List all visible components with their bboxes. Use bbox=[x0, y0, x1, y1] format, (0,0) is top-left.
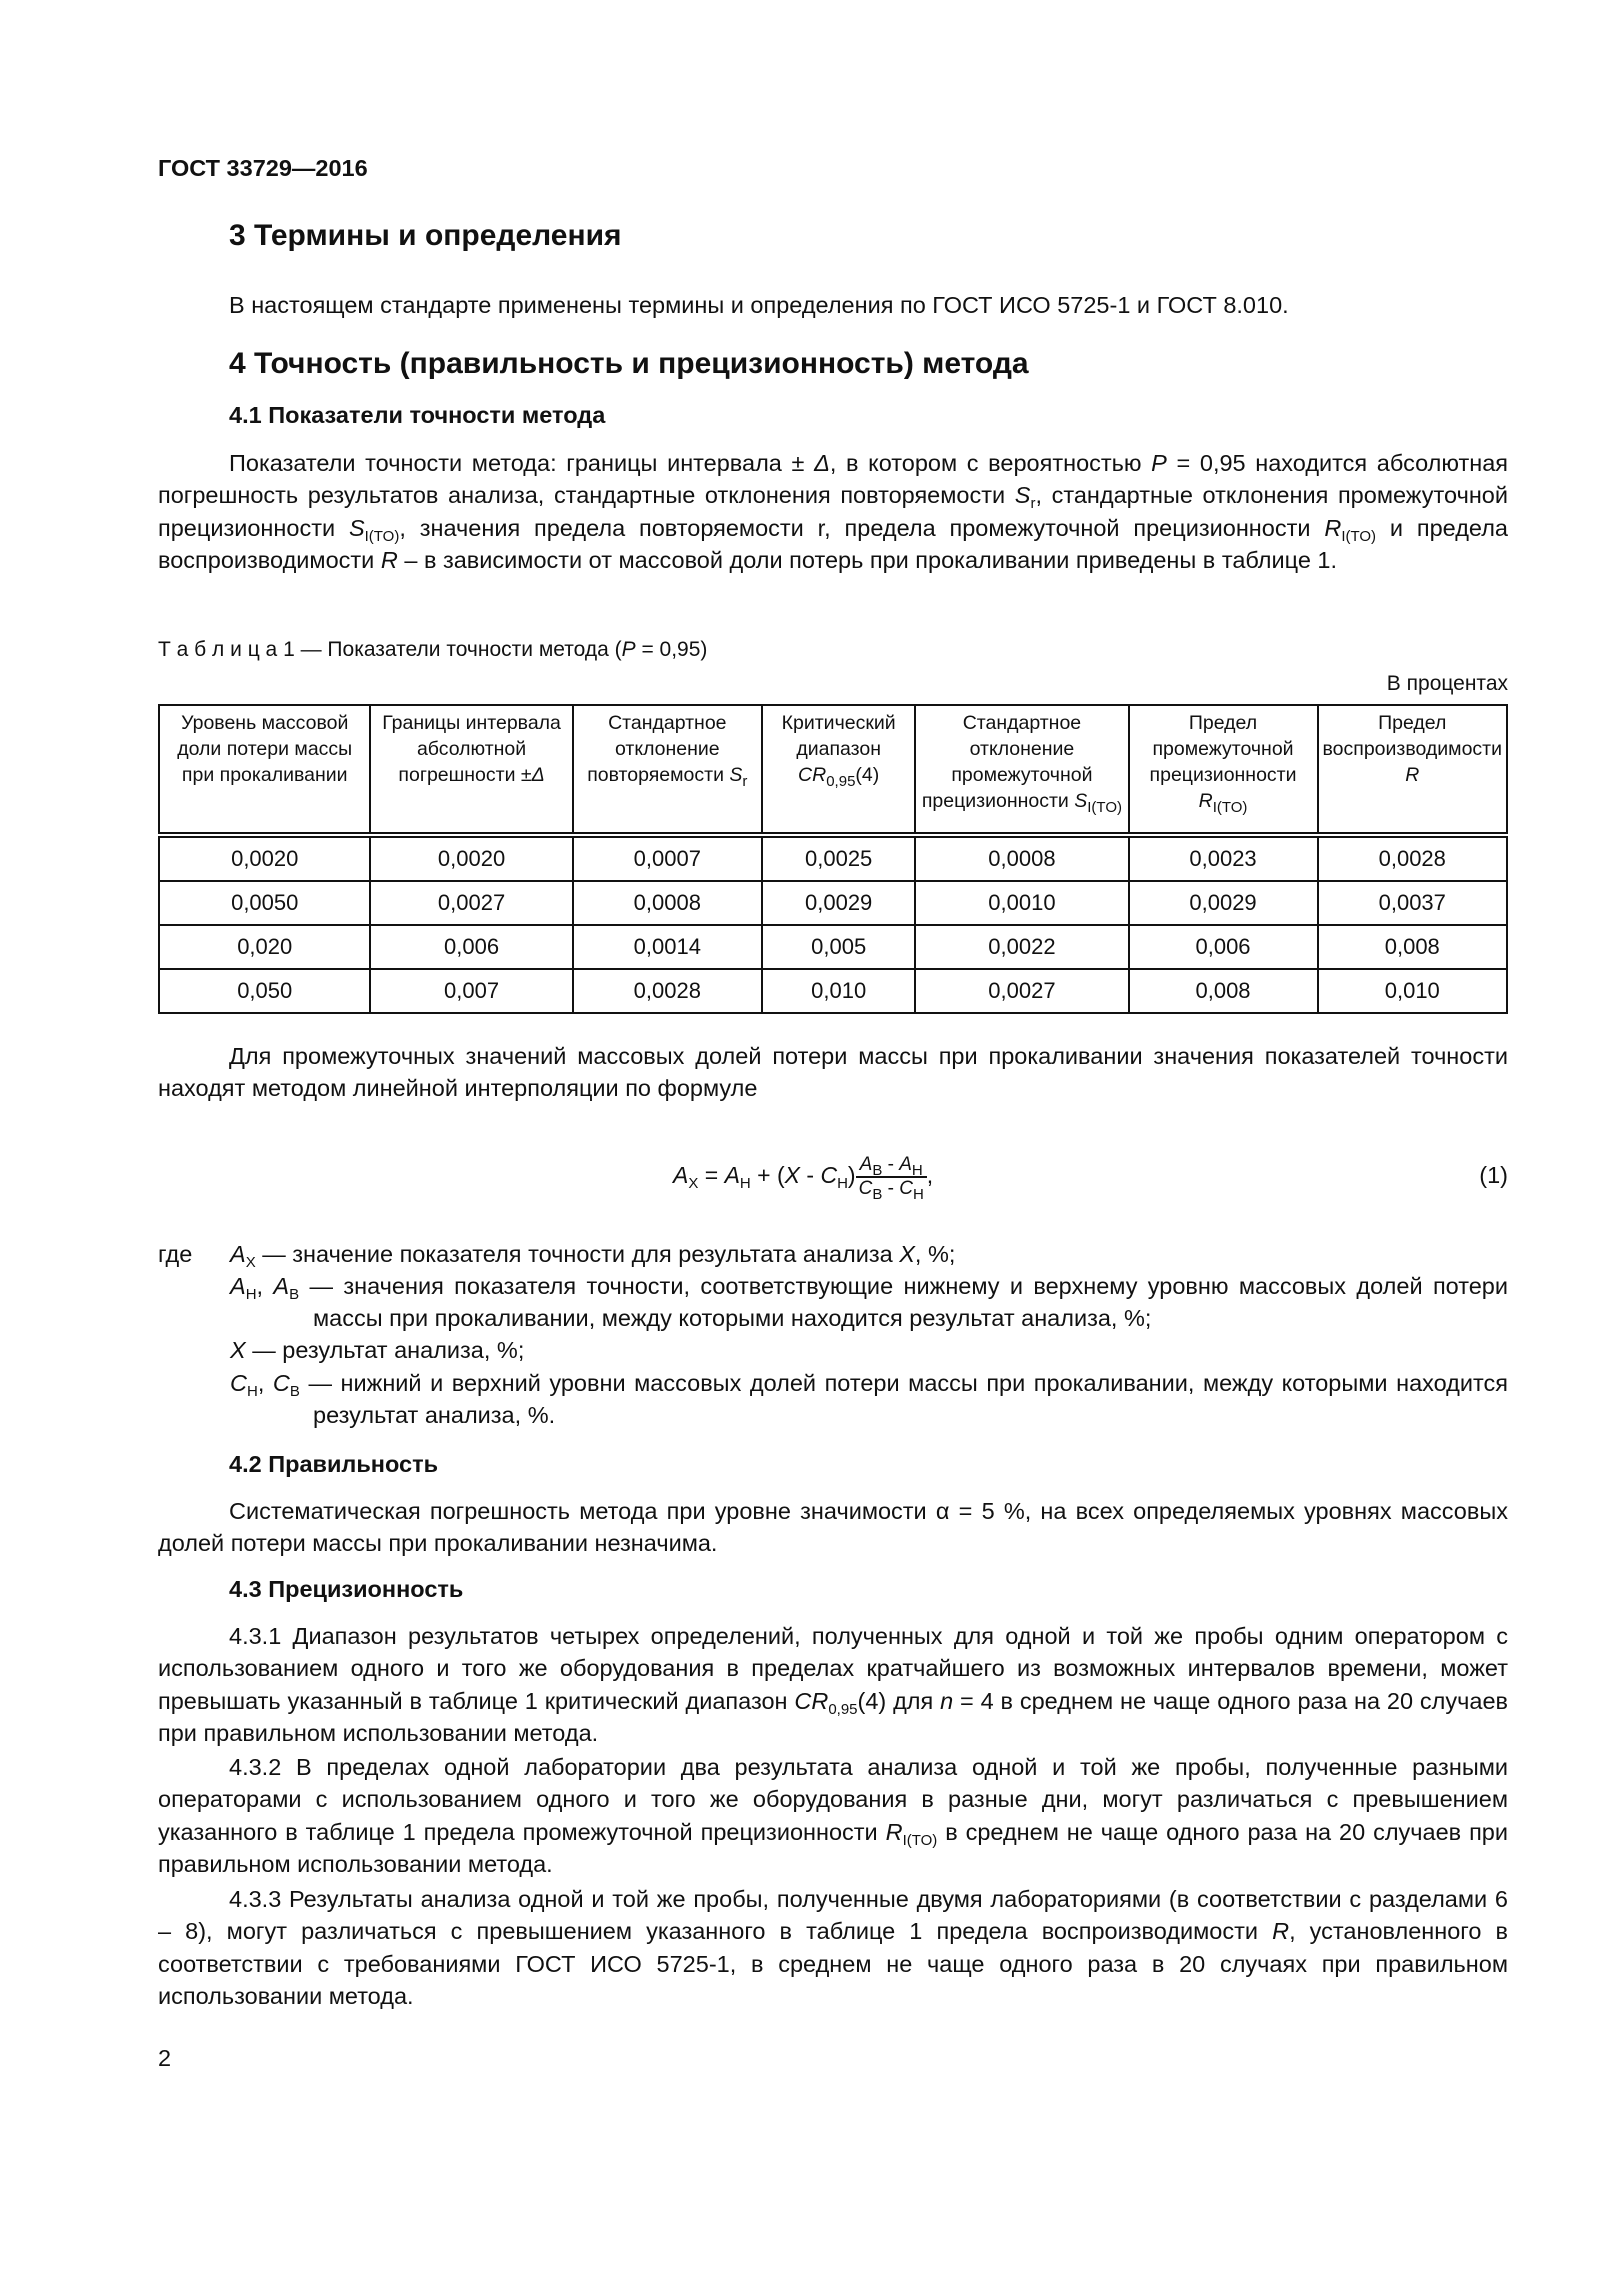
section-4-3-2-text: 4.3.2 В пределах одной лаборатории два результата анализа одной и той же пробы, полученные разными операторами с использованием одного и того же оборудования в разные дни, могут различаться с превышением указанного в таблице 1 предела промежуточной прецизионности $R_{I(TO)}$ в среднем не чаще одного раза на 20 случаев при правильном использовании метода. bbox=[158, 1754, 1508, 1877]
section-4-3-1-text: 4.3.1 Диапазон результатов четырех определений, полученных для одной и той же пробы одним оператором с использованием одного и того же оборудования в пределах кратчайшего из возможных интервалов времени, может превышать указанный в таблице 1 критический диапазон $CR_{0,95}(4)$ для n = 4 в среднем не чаще одного раза на 20 случаев при правильном использовании метода. bbox=[158, 1623, 1509, 1746]
table-row bbox=[159, 881, 1507, 925]
table-cell: 0,020 bbox=[159, 925, 370, 969]
equation-number: (1) bbox=[1479, 1162, 1508, 1188]
table-row bbox=[159, 835, 1507, 881]
table-cell: 0,0028 bbox=[1318, 835, 1507, 881]
table-units: В процентах bbox=[1386, 672, 1508, 695]
table-cell: 0,0008 bbox=[915, 835, 1128, 881]
col-header: Стандартное отклонение промежуточной прецизионности $S_{I(TO)}$ bbox=[915, 705, 1128, 835]
table-cell: 0,0027 bbox=[370, 881, 572, 925]
table-caption: Т а б л и ц а 1 — Показатели точности метода (P = 0,95) bbox=[158, 638, 708, 661]
table-cell: 0,006 bbox=[370, 925, 572, 969]
table-cell: 0,0028 bbox=[573, 969, 762, 1013]
table-cell: 0,008 bbox=[1318, 925, 1507, 969]
table-cell: 0,050 bbox=[159, 969, 370, 1013]
table-cell: 0,0023 bbox=[1129, 835, 1318, 881]
table-cell: 0,005 bbox=[762, 925, 915, 969]
formula-expression: $A_X = A_Н + (X - C_Н)$ $\frac{A_В - A_Н}{C_В - C_Н}$ , bbox=[673, 1153, 934, 1203]
table-row bbox=[159, 925, 1507, 969]
definition-ah-ab: $A_Н$, $A_В$ — значения показателя точности, соответствующие нижнему и верхнему уровню массовых долей потери массы при прокаливании, между которыми находится результат анализа, %; bbox=[230, 1273, 1508, 1332]
definition-ax: $A_X$ — значение показателя точности для результата анализа X, %; bbox=[230, 1241, 956, 1271]
col-header: Границы интервала абсолютной погрешности ±Δ bbox=[370, 705, 572, 835]
formula-fraction: $\frac{A_В - A_Н}{C_В - C_Н}$ bbox=[856, 1154, 927, 1200]
table-cell: 0,0050 bbox=[159, 881, 370, 925]
col-header: Критический диапазон $CR_{0,95}(4)$ bbox=[762, 705, 915, 835]
table-cell: 0,0020 bbox=[370, 835, 572, 881]
table-cell: 0,0037 bbox=[1318, 881, 1507, 925]
section-4-1-title: 4.1 Показатели точности метода bbox=[229, 402, 606, 428]
table-cell: 0,0014 bbox=[573, 925, 762, 969]
section-3-text: В настоящем стандарте применены термины и определения по ГОСТ ИСО 5725-1 и ГОСТ 8.010. bbox=[229, 292, 1289, 318]
formula-1 bbox=[158, 1140, 1508, 1210]
where-label: где bbox=[158, 1241, 193, 1267]
section-4-3-title: 4.3 Прецизионность bbox=[229, 1576, 464, 1602]
section-4-2-text: Систематическая погрешность метода при уровне значимости α = 5 %, на всех определяемых уровнях массовых долей потери массы при прокаливании незначима. bbox=[158, 1498, 1508, 1557]
page-number: 2 bbox=[158, 2045, 172, 2071]
accuracy-table bbox=[158, 704, 1508, 1014]
table-cell: 0,0007 bbox=[573, 835, 762, 881]
col-header: Предел воспроизводимости R bbox=[1318, 705, 1507, 835]
table-header-row bbox=[159, 705, 1507, 835]
section-4-2-title: 4.2 Правильность bbox=[229, 1451, 439, 1477]
section-4-1-text: Показатели точности метода: границы интервала ± Δ, в котором с вероятностью P = 0,95 находится абсолютная погрешность результатов анализа, стандартные отклонения повторяемости $S_r$, стандартные отклонения промежуточной прецизионности $S_{I(TO)}$, значения предела повторяемости r, предела промежуточной прецизионности $R_{I(TO)}$ и предела воспроизводимости R – в зависимости от массовой доли потерь при прокаливании приведены в таблице 1. bbox=[158, 450, 1508, 573]
table-cell: 0,0025 bbox=[762, 835, 915, 881]
table-cell: 0,0010 bbox=[915, 881, 1128, 925]
interpolation-text: Для промежуточных значений массовых долей потери массы при прокаливании значения показателей точности находят методом линейной интерполяции по формуле bbox=[158, 1043, 1508, 1102]
table-cell: 0,0008 bbox=[573, 881, 762, 925]
table-cell: 0,010 bbox=[762, 969, 915, 1013]
table-cell: 0,008 bbox=[1129, 969, 1318, 1013]
table-row bbox=[159, 969, 1507, 1013]
definition-ch-cb: $C_Н$, $C_В$ — нижний и верхний уровни массовых долей потери массы при прокаливании, между которыми находится результат анализа, %. bbox=[230, 1370, 1508, 1429]
table-cell: 0,0029 bbox=[1129, 881, 1318, 925]
table-cell: 0,0029 bbox=[762, 881, 915, 925]
table-cell: 0,007 bbox=[370, 969, 572, 1013]
table-cell: 0,010 bbox=[1318, 969, 1507, 1013]
col-header: Стандартное отклонение повторяемости $S_r$ bbox=[573, 705, 762, 835]
col-header: Уровень массовой доли потери массы при прокаливании bbox=[159, 705, 370, 835]
section-4-title: 4 Точность (правильность и прецизионность) метода bbox=[229, 347, 1029, 380]
section-4-3-3-text: 4.3.3 Результаты анализа одной и той же пробы, полученные двумя лабораториями (в соответствии с разделами 6 – 8), могут различаться с превышением указанного в таблице 1 предела воспроизводимости R, установленного в соответствии с требованиями ГОСТ ИСО 5725-1, в среднем не чаще одного раза в 20 случаях при правильном использовании метода. bbox=[158, 1886, 1508, 2009]
definition-x: X — результат анализа, %; bbox=[230, 1337, 525, 1363]
table-cell: 0,0027 bbox=[915, 969, 1128, 1013]
table-cell: 0,006 bbox=[1129, 925, 1318, 969]
table-cell: 0,0022 bbox=[915, 925, 1128, 969]
document-header: ГОСТ 33729—2016 bbox=[158, 155, 368, 181]
col-header: Предел промежуточной прецизионности $R_{I(TO)}$ bbox=[1129, 705, 1318, 835]
section-3-title: 3 Термины и определения bbox=[229, 219, 622, 252]
table-cell: 0,0020 bbox=[159, 835, 370, 881]
